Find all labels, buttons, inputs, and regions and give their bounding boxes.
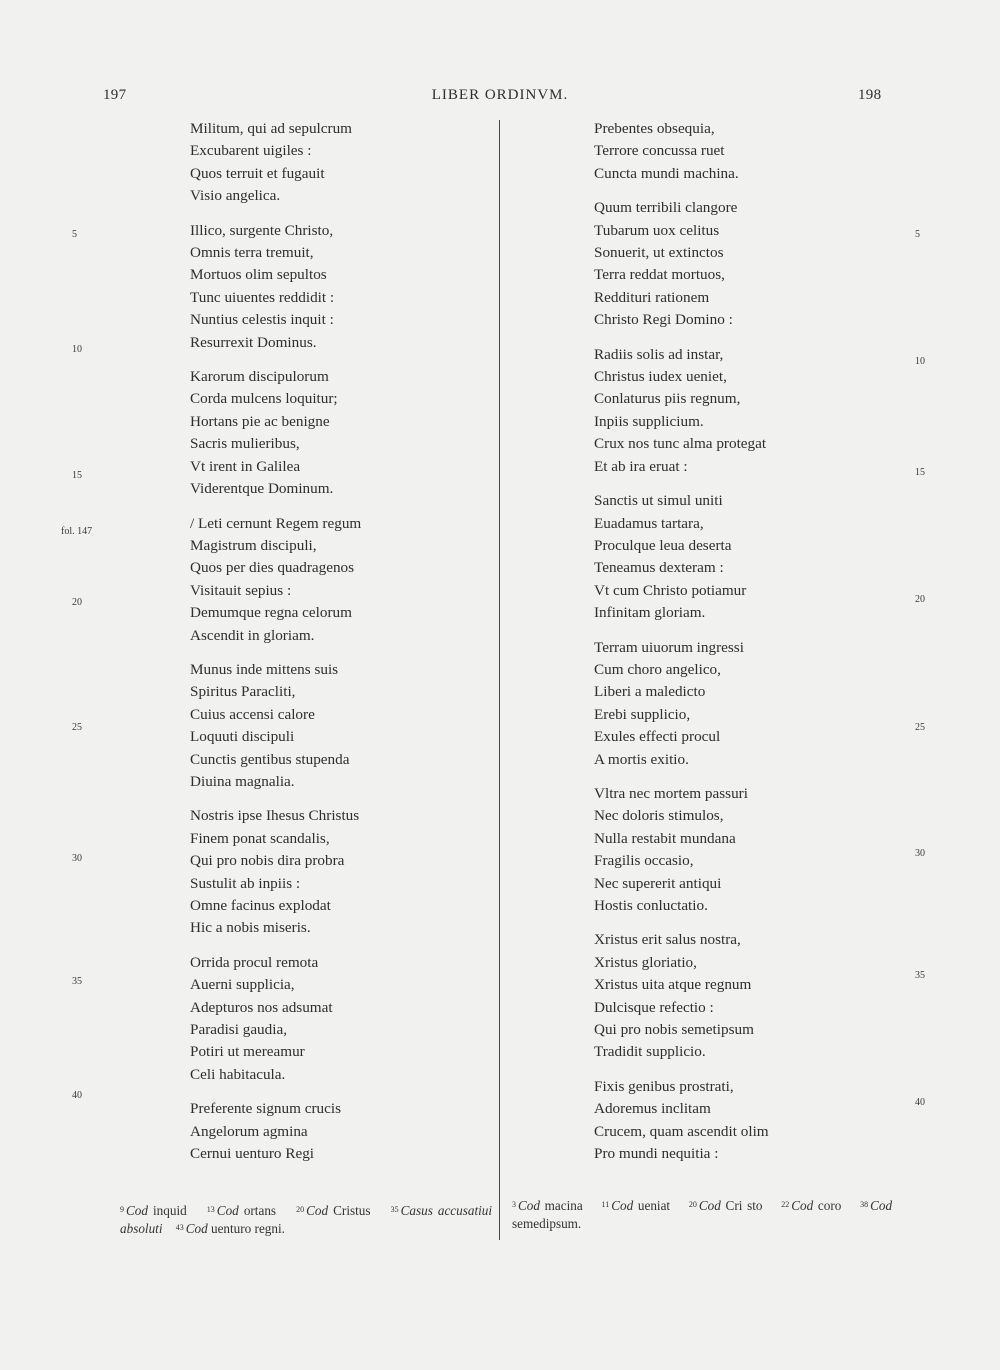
stanza (190, 659, 490, 793)
verse-line: Et ab ira eruat : (594, 457, 688, 475)
verse-line: Radiis solis ad instar, (594, 345, 724, 363)
footnote-codex-abbrev: Cod (698, 1198, 721, 1213)
verse-line: Nec supererit antiqui (594, 874, 722, 892)
verse-line: Exules effecti procul (594, 728, 721, 746)
verse-line: Erebi supplicio, (594, 705, 691, 723)
verse-line: Sonuerit, ut extinctos (594, 244, 724, 262)
verse-line: Cunctis gentibus stupenda (190, 750, 350, 768)
verse-line: Hic a nobis miseris. (190, 919, 311, 937)
verse-line: Tradidit supplicio. (594, 1043, 706, 1061)
line-number: 15 (72, 470, 82, 481)
verse-line: Mortuos olim sepultos (190, 266, 327, 284)
line-number: 35 (72, 976, 82, 987)
verse-line: Hostis conluctatio. (594, 897, 708, 914)
verse-line: / Leti cernunt Regem regum (190, 514, 362, 532)
verse-line: Tunc uiuentes reddidit : (190, 288, 335, 306)
footnote-text: semedipsum. (512, 1216, 582, 1231)
line-number: 40 (72, 1090, 82, 1101)
stanza (594, 637, 894, 771)
line-number: 10 (72, 344, 82, 355)
stanza (190, 952, 490, 1086)
verse-line: Infinitam gloriam. (594, 604, 706, 622)
verse-line: Excubarent uigiles : (190, 142, 312, 160)
footnote-text: macina (544, 1198, 583, 1213)
footnote (207, 1203, 276, 1218)
verse-line: Vt irent in Galilea (190, 457, 301, 475)
verse-line: Xristus erit salus nostra, (594, 931, 741, 949)
verse-line: Inpiis supplicium. (594, 412, 704, 430)
footnote-text: Cristus (333, 1203, 371, 1218)
footnotes-left (120, 1202, 492, 1238)
line-number: 20 (72, 597, 82, 608)
verse-line: Reddituri rationem (594, 288, 710, 306)
verse-line: Crucem, quam ascendit olim (594, 1122, 769, 1140)
verse-line: Munus inde mittens suis (190, 660, 339, 678)
line-number: 30 (915, 848, 925, 859)
verse-line: Prebentes obsequia, (594, 120, 715, 137)
verse-line: Omne facinus explodat (190, 897, 331, 914)
footnote-codex-abbrev: Cod (791, 1198, 814, 1213)
footnote (512, 1198, 583, 1213)
verse-line: Resurrexit Dominus. (190, 333, 317, 351)
verse-line: Adepturos nos adsumat (190, 998, 333, 1016)
verse-line: Nec doloris stimulos, (594, 807, 724, 825)
footnote-number: 13 (206, 1205, 215, 1214)
footnote-number: 38 (860, 1200, 869, 1209)
footnotes-right (512, 1197, 892, 1233)
footnote (296, 1203, 370, 1218)
verse-line: Corda mulcens loquitur; (190, 390, 338, 408)
footnote (781, 1198, 841, 1213)
stanza (594, 118, 894, 185)
footnote-number: 9 (120, 1205, 124, 1214)
verse-line: Auerni supplicia, (190, 976, 295, 994)
verse-line: Adoremus inclitam (594, 1100, 711, 1118)
line-number: 25 (915, 722, 925, 733)
verse-line: Karorum discipulorum (190, 368, 329, 386)
verse-line: Euadamus tartara, (594, 514, 704, 532)
stanza (594, 490, 894, 624)
footnote-text: ueniat (637, 1198, 671, 1213)
stanza (594, 344, 894, 478)
verse-line: Terra reddat mortuos, (594, 266, 725, 284)
verse-line: Celi habitacula. (190, 1065, 286, 1083)
footnote-text: coro (817, 1198, 842, 1213)
verse-line: Visio angelica. (190, 187, 281, 205)
footnote-text: uenturo regni. (210, 1221, 285, 1236)
stanza (594, 783, 894, 917)
footnote-codex-abbrev: Cod (611, 1198, 634, 1213)
verse-line: Christus iudex ueniet, (594, 368, 727, 386)
verse-line: Loquuti discipuli (190, 728, 295, 746)
line-number: 10 (915, 356, 925, 367)
running-title: LIBER ORDINVM. (431, 87, 569, 103)
footnote-number: 20 (688, 1200, 697, 1209)
right-verse-column (594, 118, 894, 1177)
line-number: 35 (915, 970, 925, 981)
footnote (176, 1221, 285, 1236)
footnote-codex-abbrev: Cod (126, 1203, 148, 1218)
footnote-number: 3 (512, 1200, 516, 1209)
line-number: 5 (915, 229, 920, 240)
verse-line: Paradisi gaudia, (190, 1021, 288, 1039)
stanza (190, 366, 490, 500)
verse-line: Vt cum Christo potiamur (594, 581, 747, 599)
verse-line: Cuncta mundi machina. (594, 164, 739, 182)
footnote-text: ortans (243, 1203, 277, 1218)
line-number: 40 (915, 1097, 925, 1108)
verse-line: Diuina magnalia. (190, 772, 295, 790)
verse-line: Xristus uita atque regnum (594, 976, 752, 994)
verse-line: Quos per dies quadragenos (190, 559, 355, 577)
footnote (120, 1203, 187, 1218)
stanza (594, 929, 894, 1063)
verse-line: Liberi a maledicto (594, 683, 706, 701)
footnote-text: Cri sto (725, 1198, 763, 1213)
verse-line: Proculque leua deserta (594, 536, 732, 554)
stanza (190, 805, 490, 939)
verse-line: Demumque regna celorum (190, 604, 352, 622)
verse-line: Omnis terra tremuit, (190, 244, 314, 262)
verse-line: Terrore concussa ruet (594, 142, 725, 160)
verse-line: Dulcisque refectio : (594, 998, 714, 1016)
line-number: 15 (915, 467, 925, 478)
footnote-codex-abbrev: Cod (518, 1198, 540, 1213)
verse-line: Pro mundi nequitia : (594, 1145, 719, 1163)
verse-line: Hortans pie ac benigne (190, 412, 330, 430)
stanza (190, 220, 490, 354)
verse-line: Cum choro angelico, (594, 660, 721, 678)
verse-line: Conlaturus piis regnum, (594, 390, 741, 408)
verse-line: Terram uiuorum ingressi (594, 638, 744, 656)
footnote-codex-abbrev: Cod (216, 1203, 239, 1218)
left-page-number: 197 (103, 87, 127, 103)
footnote-codex-abbrev: Casus accusatiui absoluti (120, 1203, 493, 1236)
footnote-number: 11 (601, 1200, 610, 1209)
verse-line: Quum terribili clangore (594, 199, 738, 217)
footnote (602, 1198, 671, 1213)
verse-line: Magistrum discipuli, (190, 536, 317, 554)
footnote-codex-abbrev: Cod (870, 1198, 893, 1213)
verse-line: Finem ponat scandalis, (190, 829, 330, 847)
verse-line: Fragilis occasio, (594, 852, 694, 870)
line-number: 30 (72, 853, 82, 864)
line-number: 20 (915, 594, 925, 605)
verse-line: Fixis genibus prostrati, (594, 1077, 734, 1095)
line-number: 5 (72, 229, 77, 240)
verse-line: Qui pro nobis semetipsum (594, 1021, 754, 1039)
verse-line: Vltra nec mortem passuri (594, 784, 748, 802)
verse-line: Sustulit ab inpiis : (190, 874, 301, 892)
footnote-text: inquid (153, 1203, 187, 1218)
verse-line: A mortis exitio. (594, 750, 689, 768)
left-verse-column (190, 118, 490, 1177)
verse-line: Nuntius celestis inquit : (190, 311, 334, 329)
verse-line: Potiri ut mereamur (190, 1043, 305, 1061)
verse-line: Viderentque Dominum. (190, 480, 334, 498)
verse-line: Crux nos tunc alma protegat (594, 435, 767, 453)
verse-line: Qui pro nobis dira probra (190, 852, 345, 870)
verse-line: Sacris mulieribus, (190, 435, 300, 453)
stanza (594, 197, 894, 331)
footnote-codex-abbrev: Cod (185, 1221, 208, 1236)
verse-line: Teneamus dexteram : (594, 559, 724, 577)
stanza (190, 118, 490, 208)
verse-line: Christo Regi Domino : (594, 311, 733, 329)
verse-line: Quos terruit et fugauit (190, 164, 325, 182)
stanza (594, 1076, 894, 1166)
footnote-number: 35 (390, 1205, 399, 1214)
verse-line: Orrida procul remota (190, 953, 319, 971)
folio-marker: fol. 147 (61, 526, 93, 537)
footnote-number: 20 (296, 1205, 305, 1214)
footnote-number: 43 (175, 1223, 184, 1232)
verse-line: Preferente signum crucis (190, 1100, 341, 1118)
right-page-number: 198 (858, 87, 882, 103)
verse-line: Angelorum agmina (190, 1122, 308, 1140)
stanza (190, 513, 490, 647)
verse-line: Illico, surgente Christo, (190, 221, 334, 239)
verse-line: Sanctis ut simul uniti (594, 492, 723, 510)
column-divider (499, 120, 500, 1240)
footnote (689, 1198, 763, 1213)
verse-line: Militum, qui ad sepulcrum (190, 120, 352, 137)
stanza (190, 1098, 490, 1165)
verse-line: Tubarum uox celitus (594, 221, 720, 239)
footnote-number: 22 (781, 1200, 790, 1209)
verse-line: Nulla restabit mundana (594, 829, 736, 847)
verse-line: Xristus gloriatio, (594, 953, 697, 971)
verse-line: Nostris ipse Ihesus Christus (190, 807, 360, 825)
verse-line: Cuius accensi calore (190, 705, 315, 723)
verse-line: Cernui uenturo Regi (190, 1145, 315, 1163)
line-number: 25 (72, 722, 82, 733)
footnote-codex-abbrev: Cod (306, 1203, 329, 1218)
verse-line: Ascendit in gloriam. (190, 626, 315, 644)
verse-line: Visitauit sepius : (190, 581, 292, 599)
verse-line: Spiritus Paracliti, (190, 683, 296, 701)
